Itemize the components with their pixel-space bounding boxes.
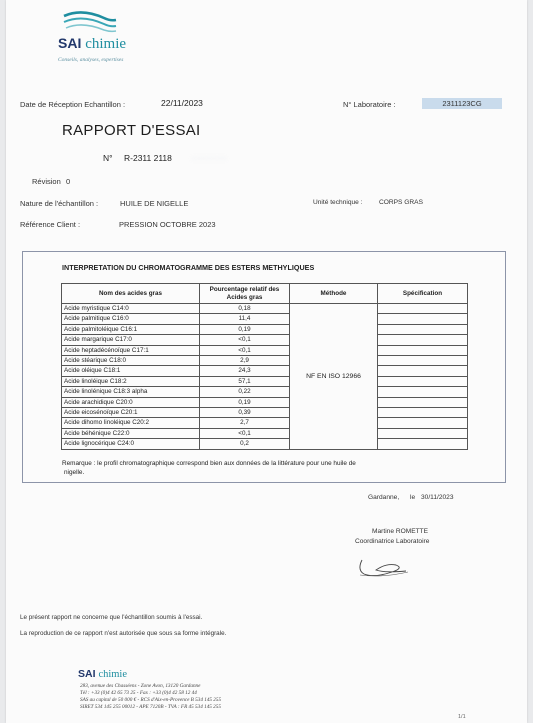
spec-cell: [378, 324, 468, 334]
footer-siret: SIRET 534 145 255 00012 - APE 7120B - TVA : FR 45 534 145 255: [80, 704, 221, 710]
header-percent: Pourcentage relatif des Acides gras: [200, 284, 290, 304]
acid-name-cell: Acide stéarique C18:0: [62, 356, 200, 366]
acid-name-cell: Acide lignocérique C24:0: [62, 439, 200, 449]
acid-name-cell: Acide myristique C14:0: [62, 304, 200, 314]
acid-percent-cell: 0,39: [200, 408, 290, 418]
table-header-row: [62, 284, 468, 304]
acid-name-cell: Acide palmitique C16:0: [62, 314, 200, 324]
page-number: 1/1: [458, 714, 466, 720]
report-number-label: N°: [103, 153, 113, 163]
remark-text: [62, 459, 462, 477]
acid-percent-cell: 0,19: [200, 397, 290, 407]
acid-percent-cell: 11,4: [200, 314, 290, 324]
spec-cell: [378, 428, 468, 438]
logo-tagline: Conseils, analyses, expertises: [58, 57, 124, 63]
footer-brand: SAI chimie: [78, 668, 128, 680]
footer-address: 283, avenue des Chasséens - Zone Avon, 13120 Gardanne: [80, 683, 201, 689]
spec-cell: [378, 356, 468, 366]
acid-percent-cell: <0,1: [200, 335, 290, 345]
acid-name-cell: Acide linolénique C18:3 alpha: [62, 387, 200, 397]
spec-cell: [378, 397, 468, 407]
handwritten-signature-icon: [354, 548, 414, 580]
spec-cell: [378, 366, 468, 376]
client-reference-label: Référence Client :: [20, 220, 81, 229]
spec-cell: [378, 314, 468, 324]
lab-number-value: 2311123CG: [422, 98, 502, 109]
table-row: [62, 387, 468, 397]
acid-percent-cell: <0,1: [200, 428, 290, 438]
client-reference-value: PRESSION OCTOBRE 2023: [119, 220, 216, 229]
acid-percent-cell: 0,2: [200, 439, 290, 449]
header-acid-name: Nom des acides gras: [62, 284, 200, 304]
signature-place: Gardanne,: [368, 494, 400, 501]
acid-name-cell: Acide dihomo linoléique C20:2: [62, 418, 200, 428]
acid-percent-cell: 24,3: [200, 366, 290, 376]
spec-cell: [378, 335, 468, 345]
table-row: [62, 366, 468, 376]
logo-brand: SAI chimie: [58, 35, 127, 52]
spec-cell: [378, 418, 468, 428]
acid-percent-cell: 0,19: [200, 324, 290, 334]
acid-percent-cell: <0,1: [200, 345, 290, 355]
company-logo: [58, 10, 168, 72]
acid-name-cell: Acide heptadécénoïque C17:1: [62, 345, 200, 355]
lab-number-label: N° Laboratoire :: [343, 100, 396, 109]
acid-name-cell: Acide arachidique C20:0: [62, 397, 200, 407]
footer-capital: SAS au capital de 50 000 € - RCS d'Aix-en-Provence B 534 145 255: [80, 697, 222, 703]
acid-percent-cell: 2,9: [200, 356, 290, 366]
spec-cell: [378, 387, 468, 397]
table-row: [62, 428, 468, 438]
acid-percent-cell: 57,1: [200, 376, 290, 386]
note-line-2: La reproduction de ce rapport n'est autorisée que sous sa forme intégrale.: [20, 630, 227, 637]
spec-cell: [378, 376, 468, 386]
report-page: [6, 0, 527, 723]
table-row: [62, 376, 468, 386]
reception-date-label: Date de Réception Echantillon :: [20, 100, 126, 109]
table-row: [62, 345, 468, 355]
spec-cell: [378, 439, 468, 449]
fatty-acids-table: [61, 283, 468, 450]
waves-logo-icon: [60, 10, 120, 36]
acid-percent-cell: 0,22: [200, 387, 290, 397]
revision-value: 0: [66, 177, 71, 186]
table-body: [62, 304, 468, 450]
acid-name-cell: Acide béhénique C22:0: [62, 428, 200, 438]
acid-name-cell: Acide oléique C18:1: [62, 366, 200, 376]
acid-name-cell: Acide margarique C17:0: [62, 335, 200, 345]
footer-address-block: [80, 683, 221, 711]
table-row: [62, 304, 468, 314]
acid-name-cell: Acide palmitoléique C16:1: [62, 324, 200, 334]
footer-phone: Tél : +33 (0)4 42 65 73 25 - Fax : +33 (0)4 42 58 12 44: [80, 690, 197, 696]
table-row: [62, 324, 468, 334]
report-number-value: R-2311 2118: [124, 153, 172, 163]
acid-percent-cell: 0,18: [200, 304, 290, 314]
sample-nature-value: HUILE DE NIGELLE: [120, 199, 189, 208]
sample-nature-label: Nature de l'échantillon :: [20, 199, 99, 208]
signature-date-label: le: [410, 494, 416, 501]
acid-name-cell: Acide linoléique C18:2: [62, 376, 200, 386]
spec-cell: [378, 345, 468, 355]
table-row: [62, 397, 468, 407]
acid-percent-cell: 2,7: [200, 418, 290, 428]
report-title: RAPPORT D'ESSAI: [62, 122, 201, 139]
signatory-name: Martine ROMETTE: [372, 528, 429, 535]
results-section-title: INTERPRETATION DU CHROMATOGRAMME DES ESTERS METHYLIQUES: [62, 263, 315, 272]
method-cell: NF EN ISO 12966: [290, 304, 378, 450]
table-row: [62, 356, 468, 366]
remark-line-2: nigelle.: [64, 469, 85, 476]
signatory-role: Coordinatrice Laboratoire: [355, 538, 430, 545]
signature-date-value: 30/11/2023: [421, 494, 454, 501]
table-row: [62, 439, 468, 449]
spec-cell: [378, 408, 468, 418]
note-line-1: Le présent rapport ne concerne que l'échantillon soumis à l'essai.: [20, 614, 203, 621]
table-row: [62, 335, 468, 345]
technical-unit-label: Unité technique :: [313, 199, 363, 206]
spec-cell: [378, 304, 468, 314]
table-row: [62, 418, 468, 428]
technical-unit-value: CORPS GRAS: [379, 199, 423, 206]
table-row: [62, 408, 468, 418]
header-spec: Spécification: [378, 284, 468, 304]
acid-name-cell: Acide eicosénoïque C20:1: [62, 408, 200, 418]
reception-date-value: 22/11/2023: [161, 98, 203, 108]
remark-line-1: Remarque : le profil chromatographique correspond bien aux données de la littérature pour une huile de: [62, 460, 356, 467]
revision-label: Révision: [32, 177, 61, 186]
report-number-redacted: · · · · · · ·: [192, 153, 226, 163]
header-method: Méthode: [290, 284, 378, 304]
table-row: [62, 314, 468, 324]
